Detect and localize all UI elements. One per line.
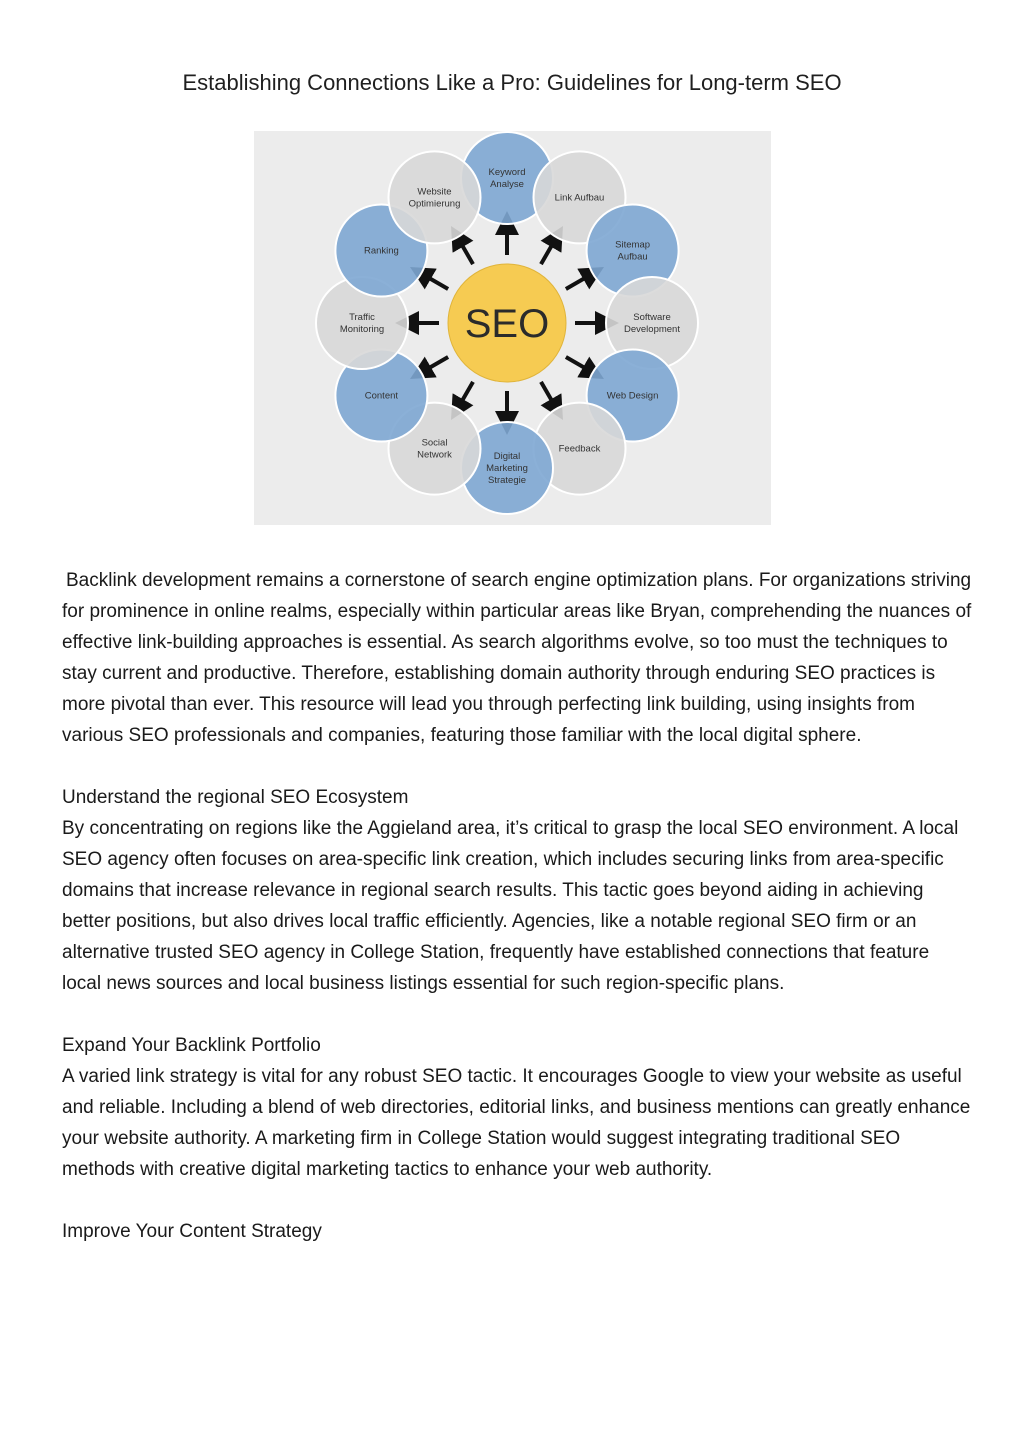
section-heading: Improve Your Content Strategy bbox=[62, 1221, 322, 1242]
diagram-arrow bbox=[420, 273, 448, 289]
article-body bbox=[62, 565, 972, 1247]
diagram-node-label: Software Development bbox=[624, 312, 680, 335]
diagram-node-label: Digital Marketing Strategie bbox=[486, 451, 528, 486]
diagram-arrow bbox=[420, 357, 448, 373]
section-paragraph: A varied link strategy is vital for any robust SEO tactic. It encourages Google to view your website as useful and reliable. Including a blend of web directories, editorial links, and business mentions can greatly enhance your website authority. A marketing firm in College Station would suggest integrating traditional SEO methods with creative digital marketing tactics to enhance your web authority. bbox=[62, 1066, 971, 1180]
section-paragraph: By concentrating on regions like the Aggieland area, it’s critical to grasp the local SEO environment. A local SEO agency often focuses on area-specific link creation, which includes securing links from area-specific domains that increase relevance in regional search results. This tactic goes beyond aiding in achieving better positions, but also drives local traffic efficiently. Agencies, like a notable regional SEO firm or an alternative trusted SEO agency in College Station, frequently have established connections that feature local news sources and local business listings essential for such region-specific plans. bbox=[62, 818, 959, 994]
diagram-node-label: Keyword Analyse bbox=[488, 167, 526, 190]
diagram-node-label: Website Optimierung bbox=[408, 186, 461, 210]
diagram-node-label: Social Network bbox=[417, 437, 452, 461]
diagram-arrow bbox=[566, 357, 594, 373]
diagram-arrow bbox=[566, 273, 594, 289]
seo-diagram-svg bbox=[254, 131, 771, 525]
diagram-node-label: Content bbox=[364, 390, 399, 402]
diagram-node-label: Sitemap Aufbau bbox=[615, 239, 651, 263]
diagram-node-label: Web Design bbox=[606, 390, 659, 402]
seo-diagram bbox=[254, 131, 771, 525]
intro-paragraph: Backlink development remains a cornerstone of search engine optimization plans. For organizations striving for prominence in online realms, especially within particular areas like Bryan, comprehending the nuances of effective link-building approaches is essential. As search algorithms evolve, so too must the techniques to stay current and productive. Therefore, establishing domain authority through enduring SEO practices is more pivotal than ever. This resource will lead you through perfecting link building, using insights from various SEO professionals and companies, featuring those familiar with the local digital sphere. bbox=[62, 570, 972, 746]
diagram-arrow bbox=[457, 236, 473, 264]
page-title: Establishing Connections Like a Pro: Guidelines for Long-term SEO bbox=[182, 70, 842, 95]
diagram-node-label: Ranking bbox=[363, 245, 399, 257]
section-heading: Expand Your Backlink Portfolio bbox=[62, 1035, 321, 1056]
diagram-node-label: Traffic Monitoring bbox=[339, 312, 385, 335]
section-heading: Understand the regional SEO Ecosystem bbox=[62, 787, 409, 808]
seo-center-label: SEO bbox=[464, 302, 550, 346]
diagram-node-label: Link Aufbau bbox=[554, 192, 605, 204]
diagram-node-label: Feedback bbox=[558, 443, 601, 455]
diagram-arrow bbox=[541, 382, 557, 410]
diagram-arrow bbox=[457, 382, 473, 410]
diagram-arrow bbox=[541, 236, 557, 264]
